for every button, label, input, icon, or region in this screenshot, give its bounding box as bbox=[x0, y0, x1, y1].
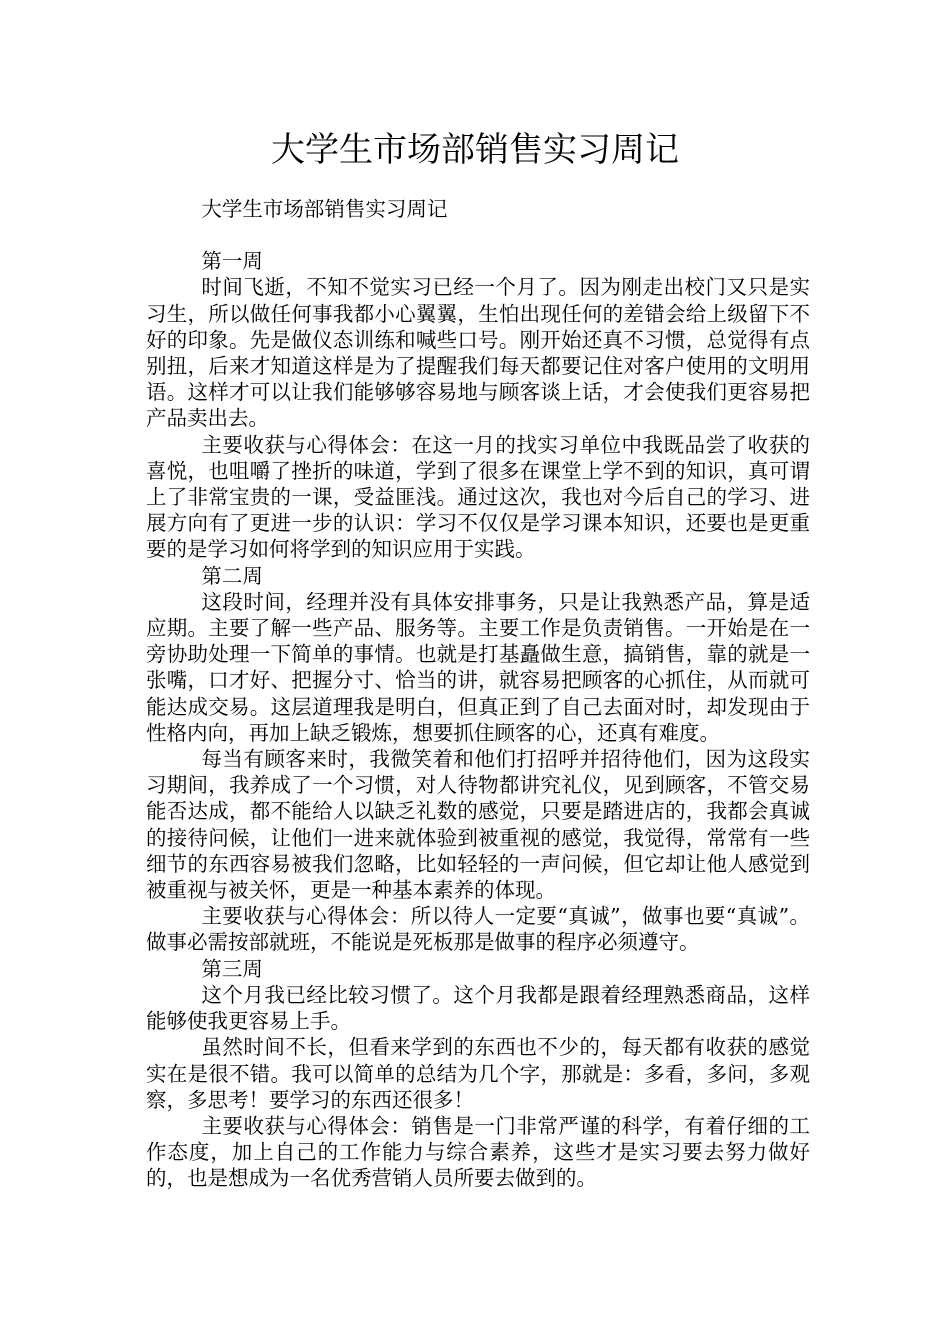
paragraph: 主要收获与心得体会：在这一月的找实习单位中我既品尝了收获的喜悦，也咀嚼了挫折的味道，学到了很多在课堂上学不到的知识，真可谓上了非常宝贵的一课，受益匪浅。通过这次，我也对今后自己的学习、进展方向有了更进一步的认识：学习不仅仅是学习课本知识，还要也是更重要的是学习如何将学到的知识应用于实践。 bbox=[146, 432, 810, 562]
paragraph: 这段时间，经理并没有具体安排事务，只是让我熟悉产品，算是适应期。主要了解一些产品、服务等。主要工作是负责销售。一开始是在一旁协助处理一下简单的事情。也就是打基矗做生意，搞销售，靠的就是一张嘴，口才好、把握分寸、恰当的讲，就容易把顾客的心抓住，从而就可能达成交易。这层道理我是明白，但真正到了自己去面对时，却发现由于性格内向，再加上缺乏锻炼，想要抓住顾客的心，还真有难度。 bbox=[146, 589, 810, 745]
document-subtitle: 大学生市场部销售实习周记 bbox=[201, 197, 448, 221]
paragraph: 主要收获与心得体会：所以待人一定要“真诚”，做事也要“真诚”。做事必需按部就班，不能说是死板那是做事的程序必须遵守。 bbox=[146, 904, 810, 955]
paragraph: 主要收获与心得体会：销售是一门非常严谨的科学，有着仔细的工作态度，加上自己的工作能力与综合素养，这些才是实习要去努力做好的，也是想成为一名优秀营销人员所要去做到的。 bbox=[146, 1113, 810, 1191]
section-heading-week-2: 第二周 bbox=[201, 563, 263, 588]
paragraph: 时间飞逝，不知不觉实习已经一个月了。因为刚走出校门又只是实习生，所以做任何事我都小心翼翼，生怕出现任何的差错会给上级留下不好的印象。先是做仪态训练和喊些口号。刚开始还真不习惯，总觉得有点别扭，后来才知道这样是为了提醒我们每天都要记住对客户使用的文明用语。这样才可以让我们能够够容易地与顾客谈上话，才会使我们更容易把产品卖出去。 bbox=[146, 275, 810, 431]
section-heading-week-3: 第三周 bbox=[201, 956, 263, 981]
paragraph: 这个月我已经比较习惯了。这个月我都是跟着经理熟悉商品，这样能够使我更容易上手。 bbox=[146, 982, 810, 1034]
section-heading-week-1: 第一周 bbox=[201, 249, 263, 274]
document-body bbox=[146, 196, 810, 1192]
document-title: 大学生市场部销售实习周记 bbox=[271, 130, 679, 170]
paragraph: 虽然时间不长，但看来学到的东西也不少的，每天都有收获的感觉实在是很不错。我可以简单的总结为几个字，那就是：多看，多问，多观察，多思考！要学习的东西还很多！ bbox=[146, 1035, 810, 1112]
paragraph: 每当有顾客来时，我微笑着和他们打招呼并招待他们，因为这段实习期间，我养成了一个习惯，对人待物都讲究礼仪，见到顾客，不管交易能否达成，都不能给人以缺乏礼数的感觉，只要是踏进店的，我都会真诚的接待问候，让他们一进来就体验到被重视的感觉，我觉得，常常有一些细节的东西容易被我们忽略，比如轻轻的一声问候，但它却让他人感觉到被重视与被关怀，更是一种基本素养的体现。 bbox=[146, 747, 810, 903]
